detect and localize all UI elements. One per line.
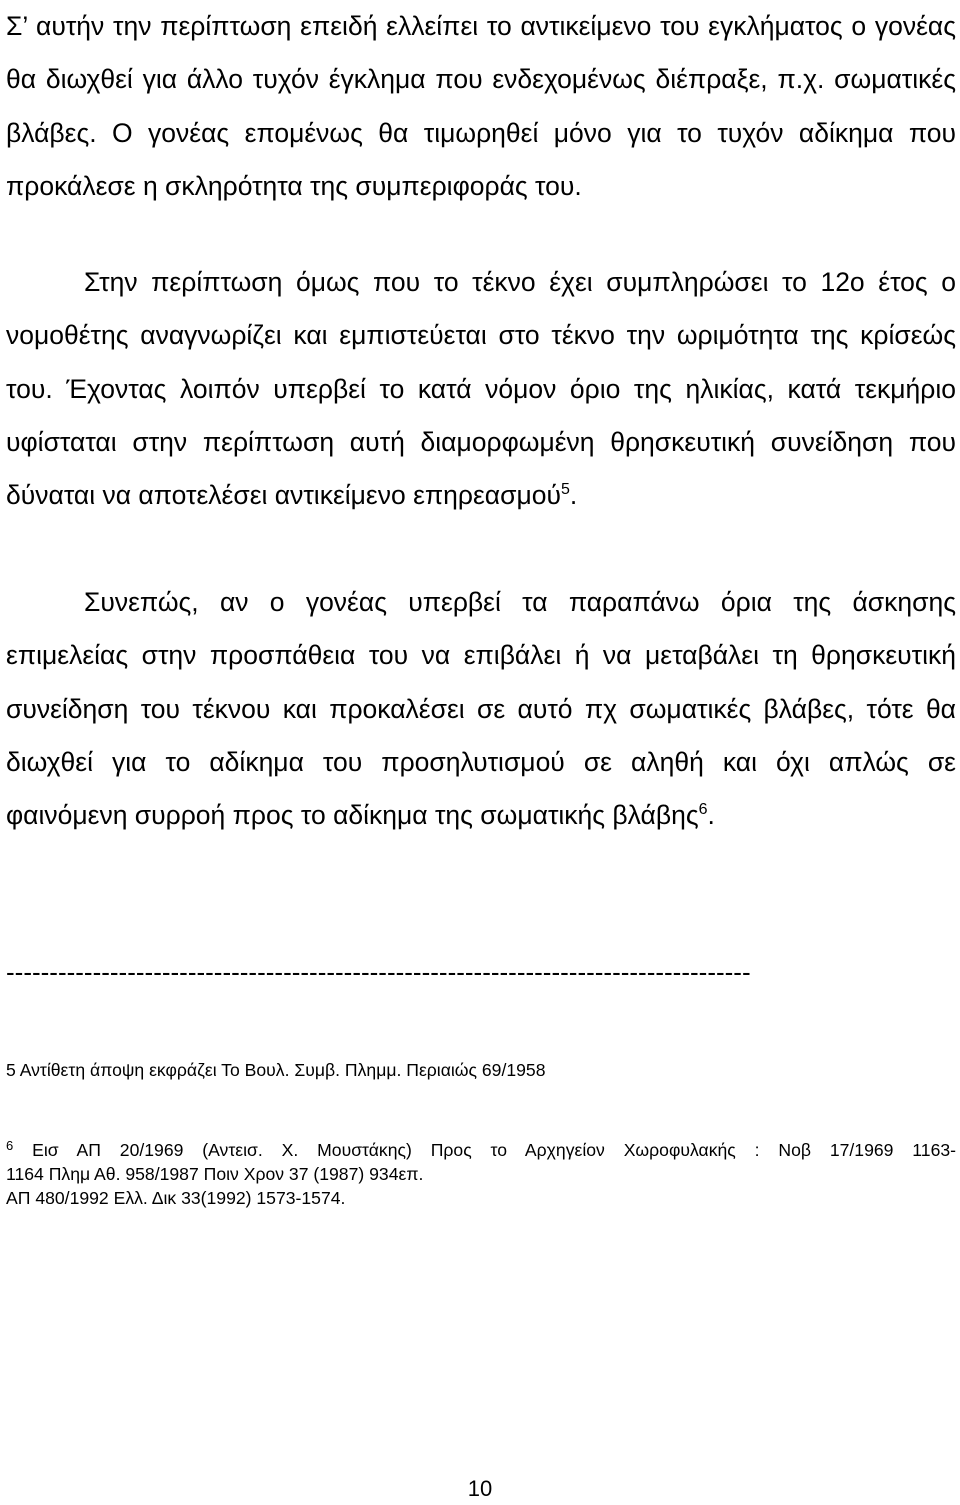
paragraph-2-end: . <box>569 480 578 511</box>
paragraph-2-text: Στην περίπτωση όμως που το τέκνο έχει συμπληρώσει το 12ο έτος ο νομοθέτης αναγνωρίζει και εμπιστεύεται στο τέκνο την ωριμότητα της κρίσεώς του. Έχοντας λοιπόν υπερβεί το κατά νόμον όριο της ηλικίας, κατά τεκμήριο υφίσταται στην περίπτωση αυτή διαμορφωμένη θρησκευτική συνείδηση που δύναται να αποτελέσει αντικείμενο επηρεασμού <box>6 267 956 511</box>
footnote-5-text: 5 Αντίθετη άποψη εκφράζει Το Βουλ. Συμβ. Πλημμ. Περιαιώς 69/1958 <box>6 1060 546 1080</box>
paragraph-1-text: Σ’ αυτήν την περίπτωση επειδή ελλείπει το αντικείμενο του εγκλήματος ο γονέας θα διωχθεί για άλλο τυχόν έγκλημα που ενδεχομένως διέπραξε, π.χ. σωματικές βλάβες. Ο γονέας επομένως θα τιμωρηθεί μόνο για το τυχόν αδίκημα που προκάλεσε η σκληρότητα της συμπεριφοράς του. <box>6 11 956 201</box>
paragraph-2 <box>6 256 956 522</box>
footnote-separator: -------------------------------------------------------------------------------------- <box>6 957 751 987</box>
footnote-ref-6[interactable]: 6 <box>698 801 708 819</box>
footnote-5 <box>6 1058 956 1082</box>
footnote-ref-5[interactable]: 5 <box>560 481 570 499</box>
footnote-6-line-3: ΑΠ 480/1992 Ελλ. Δικ 33(1992) 1573-1574. <box>6 1188 346 1208</box>
paragraph-3-end: . <box>707 800 715 831</box>
footnote-6-line-2: 1164 Πλημ Αθ. 958/1987 Ποιν Χρον 37 (1987) 934επ. <box>6 1164 424 1184</box>
paragraph-3 <box>6 576 956 842</box>
footnote-6 <box>6 1138 956 1210</box>
footnote-6-line-1-text: Εισ ΑΠ 20/1969 (Αντεισ. Χ. Μουστάκης) Προς το Αρχηγείον Χωροφυλακής : Νοβ 17/1969 1163- <box>13 1140 956 1160</box>
paragraph-3-text: Συνεπώς, αν ο γονέας υπερβεί τα παραπάνω όρια της άσκησης επιμελείας στην προσπάθεια του να επιβάλει ή να μεταβάλει τη θρησκευτική συνείδηση του τέκνου και προκαλέσει σε αυτό πχ σωματικές βλάβες, τότε θα διωχθεί για το αδίκημα του προσηλυτισμού σε αληθή και όχι απλώς σε φαινόμενη συρροή προς το αδίκημα της σωματικής βλάβης <box>6 587 956 831</box>
page-number: 10 <box>467 1476 493 1501</box>
footnote-6-number: 6 <box>6 1138 14 1153</box>
paragraph-1 <box>6 0 956 213</box>
footnote-6-line-1 <box>6 1138 956 1162</box>
